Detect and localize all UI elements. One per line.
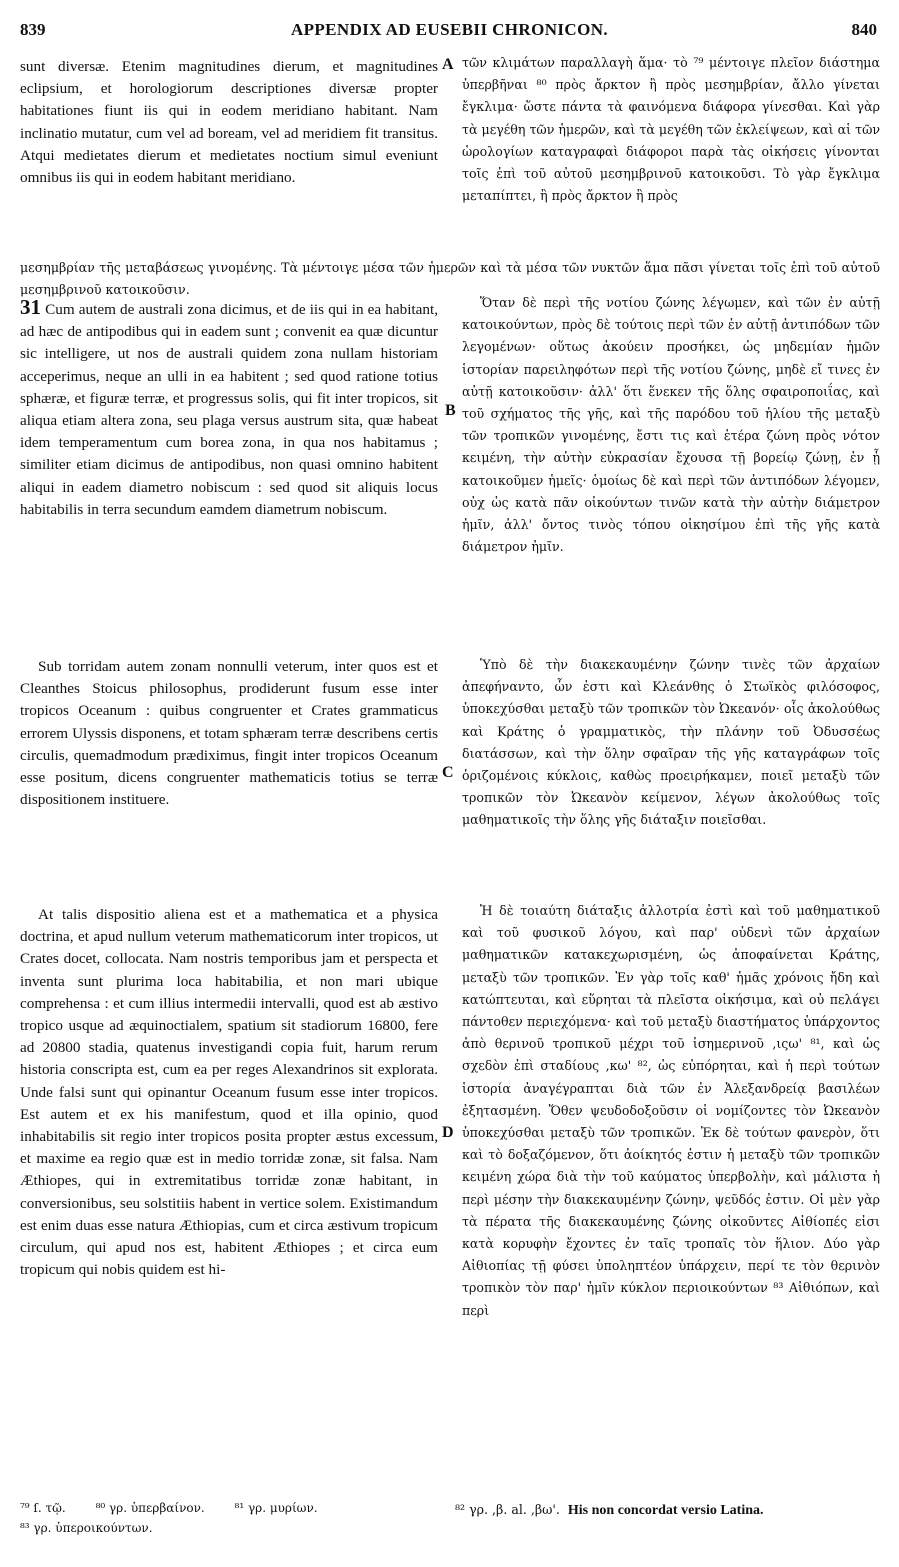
footnote-80: ⁸⁰ γρ. ὑπερβαίνον. — [95, 1501, 205, 1515]
latin-section-31-text: Cum autem de australi zona dicimus, et de iis qui in ea habitant, ad hæc de antipodibus qui in eadem sunt ; convenit ea quæ dicuntur sic intelligere, ut nos de australi quidem zona nullam historiam acceperimus, neque an ulli in ea habitent ; sed quod ratione totius sphæræ, et figuræ terræ, et progressus solis, qui fit inter tropicos, sit aliqua etiam altera zona, seu plaga versus austrum sita, quæ habeat idem temperamentum cum borea zona, in qua nos habitamus ; similiter etiam dicimus de antipodibus, non quasi omnino habitent aliqui in eadem diametro nobiscum : sed quod sit aliquis locus habitabilis in terra secundum eamdem diametrum nobiscum. — [20, 301, 439, 518]
greek-crates-text: Ὑπὸ δὲ τὴν διακεκαυμένην ζώνην τινὲς τῶν ἀρχαίων ἀπεφήναντο, ὧν ἐστι καὶ Κλεάνθης ὁ Στωϊκὸς φιλόσοφος, ὑποκεχύσθαι μεταξὺ τῶν τροπικῶν τὸν Ὠκεανόν· οἷς ἀκολούθως καὶ Κράτης ὁ γραμματικὸς, τὴν πλάνην τοῦ Ὀδυσσέως διατάσσων, καὶ τὴν ὅλην σφαῖραν τῆς γῆς καταγράφων τοῖς ὁριζομένοις κύκλοις, καθὼς προειρήκαμεν, ποιεῖ μεταξὺ τῶν τροπικῶν τὸν Ὠκεανὸν κείμενον, λέγων ἀκολούθως τοῖς μαθηματικοῖς τὴν ὅλης γῆς διάταξιν ποιεῖσθαι. — [462, 657, 880, 828]
page-number-left: 839 — [20, 20, 46, 39]
greek-section-31 — [462, 292, 880, 558]
footnote-83: ⁸³ γρ. ὑπεροικούντων. — [20, 1521, 153, 1535]
greek-intro-continuation: μεσημβρίαν τῆς μεταβάσεως γινομένης. Τὰ μέντοιγε μέσα τῶν ἡμερῶν καὶ τὰ μέσα τῶν νυκτῶν ἅμα πᾶσι γίνεται τοῖς ἐπὶ τοῦ αὐτοῦ μεσημβρινοῦ κατοικοῦσιν. — [20, 259, 880, 297]
margin-mark-d: D — [442, 1124, 454, 1141]
footnote-82: ⁸² γρ. ,β. al. ,βω'. — [455, 1502, 560, 1517]
running-title: APPENDIX AD EUSEBII CHRONICON. — [290, 20, 609, 39]
latin-crates-text: Sub torridam autem zonam nonnulli veterum, inter quos est et Cleanthes Stoicus philosophus, prodiderunt fusum esse inter tropicos Oceanum : quibus congruenter et Crates grammaticus errorem Ulyssis disponens, et totam sphæram terræ describens certis circulis, quemadmodum prædiximus, fingit inter tropicos Oceanum esse positum, dicens congruenter mathematicis totius se terræ dispositionem instituere. — [20, 658, 438, 809]
greek-aethiopes-paragraph — [462, 900, 880, 1322]
greek-intro-text: τῶν κλιμάτων παραλλαγὴ ἅμα· τὸ ⁷⁹ μέντοιγε πλεῖον διάστημα ὑπερβῆναι ⁸⁰ πρὸς ἄρκτον ἢ πρὸς μεσημβρίαν, ἄλλο γίνεται ἔγκλιμα· ὥστε πάντα τὰ φαινόμενα διάφορα γίνεσθαι. Καὶ γὰρ τὰ μεγέθη τῶν ἡμερῶν, καὶ τὰ μεγέθη τῶν ἐκλείψεων, καὶ αἱ τῶν ὡρολογίων καταγραφαὶ διάφοροι παρὰ τὰς οἰκήσεις γίνονται τοῖς ἐπὶ τοῦ αὐτοῦ μεσημβρινοῦ κατοικοῦσι. Τὸ γὰρ ἔγκλιμα μεταπίπτει, ἢ πρὸς ἄρκτον ἢ πρὸς — [462, 55, 880, 204]
footnote-latin-note: His non concordat versio Latina. — [567, 1503, 764, 1518]
margin-mark-a: A — [442, 56, 454, 73]
latin-aethiopes-paragraph — [20, 904, 438, 1281]
latin-intro-text: sunt diversæ. Etenim magnitudines dierum, et magnitudines eclipsium, et horologiorum descriptiones diversæ propter habitationes fiunt iis qui in eodem meridiano habitant. Nam inclinatio mutatur, cum vel ad boream, vel ad meridiem fit transitus. Atqui medietates dierum et medietates noctium simul eveniunt omnibus iis qui in eodem habitant meridiano. — [20, 58, 438, 187]
greek-aethiopes-text: Ἡ δὲ τοιαύτη διάταξις ἀλλοτρία ἐστὶ καὶ τοῦ μαθηματικοῦ καὶ τοῦ φυσικοῦ λόγου, καὶ παρ' οὐδενὶ τῶν ἀρχαίων μαθηματικῶν κατακεχωρισμένη, ὡς ἀποφαίνεται Κράτης, μεταξὺ τῶν τροπικῶν. Ἐν γὰρ τοῖς καθ' ἡμᾶς χρόνοις ἤδη καὶ κατώπτευται, καὶ εὕρηται τὰ πλεῖστα οἰκήσιμα, καὶ οὐ πελάγει πάντοθεν περιεχόμενα· καὶ τοῦ μεταξὺ διαστήματος ὑπάρχοντος ἀπὸ θερινοῦ τροπικοῦ μέχρι τοῦ ἰσημερινοῦ ,ιςω' ⁸¹, καὶ ὡς σχεδὸν ἐπὶ σταδίους ,κω' ⁸², ὡς εὐπόρηται, καὶ ἡ περὶ τούτων ἱστορία ἀναγέγραπται διὰ τῶν ἐν Ἀλεξανδρείᾳ βασιλέων ἐξητασμένη. Ὅθεν ψευδοδοξοῦσιν οἱ νομίζοντες τὸν Ὠκεανὸν ὑποκεχύσθαι μεταξὺ τῶν τροπικῶν. Ἐκ δὲ τούτων φανερὸν, ὅτι καὶ τὸ δοξαζόμενον, ὅτι ἀοίκητός ἐστιν ἡ μεταξὺ τῶν τροπικῶν κειμένη χώρα διὰ τὴν τοῦ καύματος ὑπερβολὴν, καὶ μάλιστα ἡ περὶ μέσην τὴν διακεκαυμένην ζώνην, ψεῦδός ἐστιν. Οἱ μὲν γὰρ τὰ πέρατα τῆς διακεκαυμένης ζώνης οἰκοῦντες Αἰθίοπές εἰσι κατὰ κορυφὴν ἔχοντες ἐν ταῖς τροπαῖς τὸν ἥλιον. Δύο γὰρ Αἰθιοπίας τῇ φύσει ὑποληπτέον ὑπάρχειν, περί τε τὸν θερινὸν τροπικὸν τὸν παρ' ἡμῖν κύκλον περιοικούντων ⁸³ Αἰθιόπων, καὶ περὶ — [462, 903, 880, 1318]
greek-section-31-text: Ὅταν δὲ περὶ τῆς νοτίου ζώνης λέγωμεν, καὶ τῶν ἐν αὐτῇ κατοικούντων, πρὸς δὲ τούτοις περὶ τῶν ἐν αὐτῇ ἀντιπόδων τῶν λεγομένων· οὕτως ἀκούειν προσήκει, ὡς μηδεμίαν ἡμῶν ἱστορίαν παρειληφότων περὶ τῆς νοτίου ζώνης, μηδὲ εἴ τινες ἐν αὐτῇ κατοικοῦσιν· ἀλλ' ὅτι ἕνεκεν τῆς ὅλης σφαιροποιΐας, καὶ τοῦ σχήματος τῆς γῆς, καὶ τῆς παρόδου τοῦ ἡλίου τῆς μεταξὺ τῶν τροπικῶν γινομένης, ἔστι τις καὶ ἑτέρα ζώνη πρὸς νότον κειμένη, τὴν αὐτὴν εὐκρασίαν ἔχουσα τῇ βορείῳ ζώνῃ, ἐν ᾗ κατοικοῦμεν ἡμεῖς· ὁμοίως δὲ καὶ περὶ τῶν ἀντιπόδων λέγομεν, οὐχ ὡς κατὰ πᾶν οἰκούντων τινῶν κατὰ τὴν αὐτὴν διάμετρον ἡμῖν, ἀλλ' ὄντος τινὸς τόπου οἰκησίμου ἐπὶ τῆς γῆς κατὰ διάμετρον ἡμῖν. — [462, 295, 880, 555]
footnotes-left — [20, 1498, 440, 1538]
latin-crates-paragraph — [20, 656, 438, 811]
latin-section-31 — [20, 296, 438, 521]
margin-mark-c: C — [442, 764, 454, 781]
greek-crates-paragraph — [462, 654, 880, 832]
latin-intro — [20, 56, 438, 189]
section-number: 31 — [20, 295, 41, 319]
running-header — [0, 20, 899, 44]
page-number-right: 840 — [851, 20, 877, 39]
latin-aethiopes-text: At talis dispositio aliena est et a mathematica et a physica doctrina, et apud nullum veterum mathematicorum inter tropicos, ut Crates docet, collocata. Nam nostris temporibus jam et perspecta et inventa sunt plurima loca habitabilia, et non mari ubique comprehensa : et cum illius intermedii intervalli, quod est ab æstivo tropico usque ad æquinoctialem, spatium sit stadiorum 16800, fere ad 20800 stadia, quatenus investigandi copia fuit, harum rerum historia conscripta est, cum ea per reges Alexandrinos sit explorata. Unde falsi sunt qui opinantur Oceanum fusum esse inter tropicos. Est autem et ex his manifestum, quod et illa opinio, quod inhabitabilis sit regio inter tropicos posita propter æstus excessum, et maxime ea regio quæ est in medio torridæ zonæ, sit falsa. Nam Æthiopes, qui in extremitatibus torridæ zonæ habitant, in conversionibus, seu solstitiis habent in vertice solem. Existimandum est enim duas esse natura Æthiopias, cum et circa æstivum tropicum circulum, qui apud nos est, habitent Æthiopes ; et circa eum tropicum qui nobis quidem est hi- — [20, 906, 438, 1279]
footnote-79: ⁷⁹ ſ. τῷ. — [20, 1501, 66, 1515]
greek-intro — [462, 52, 880, 207]
footnotes-right — [455, 1500, 885, 1521]
footnote-81: ⁸¹ γρ. μυρίων. — [234, 1501, 318, 1515]
margin-mark-b: B — [445, 402, 456, 419]
